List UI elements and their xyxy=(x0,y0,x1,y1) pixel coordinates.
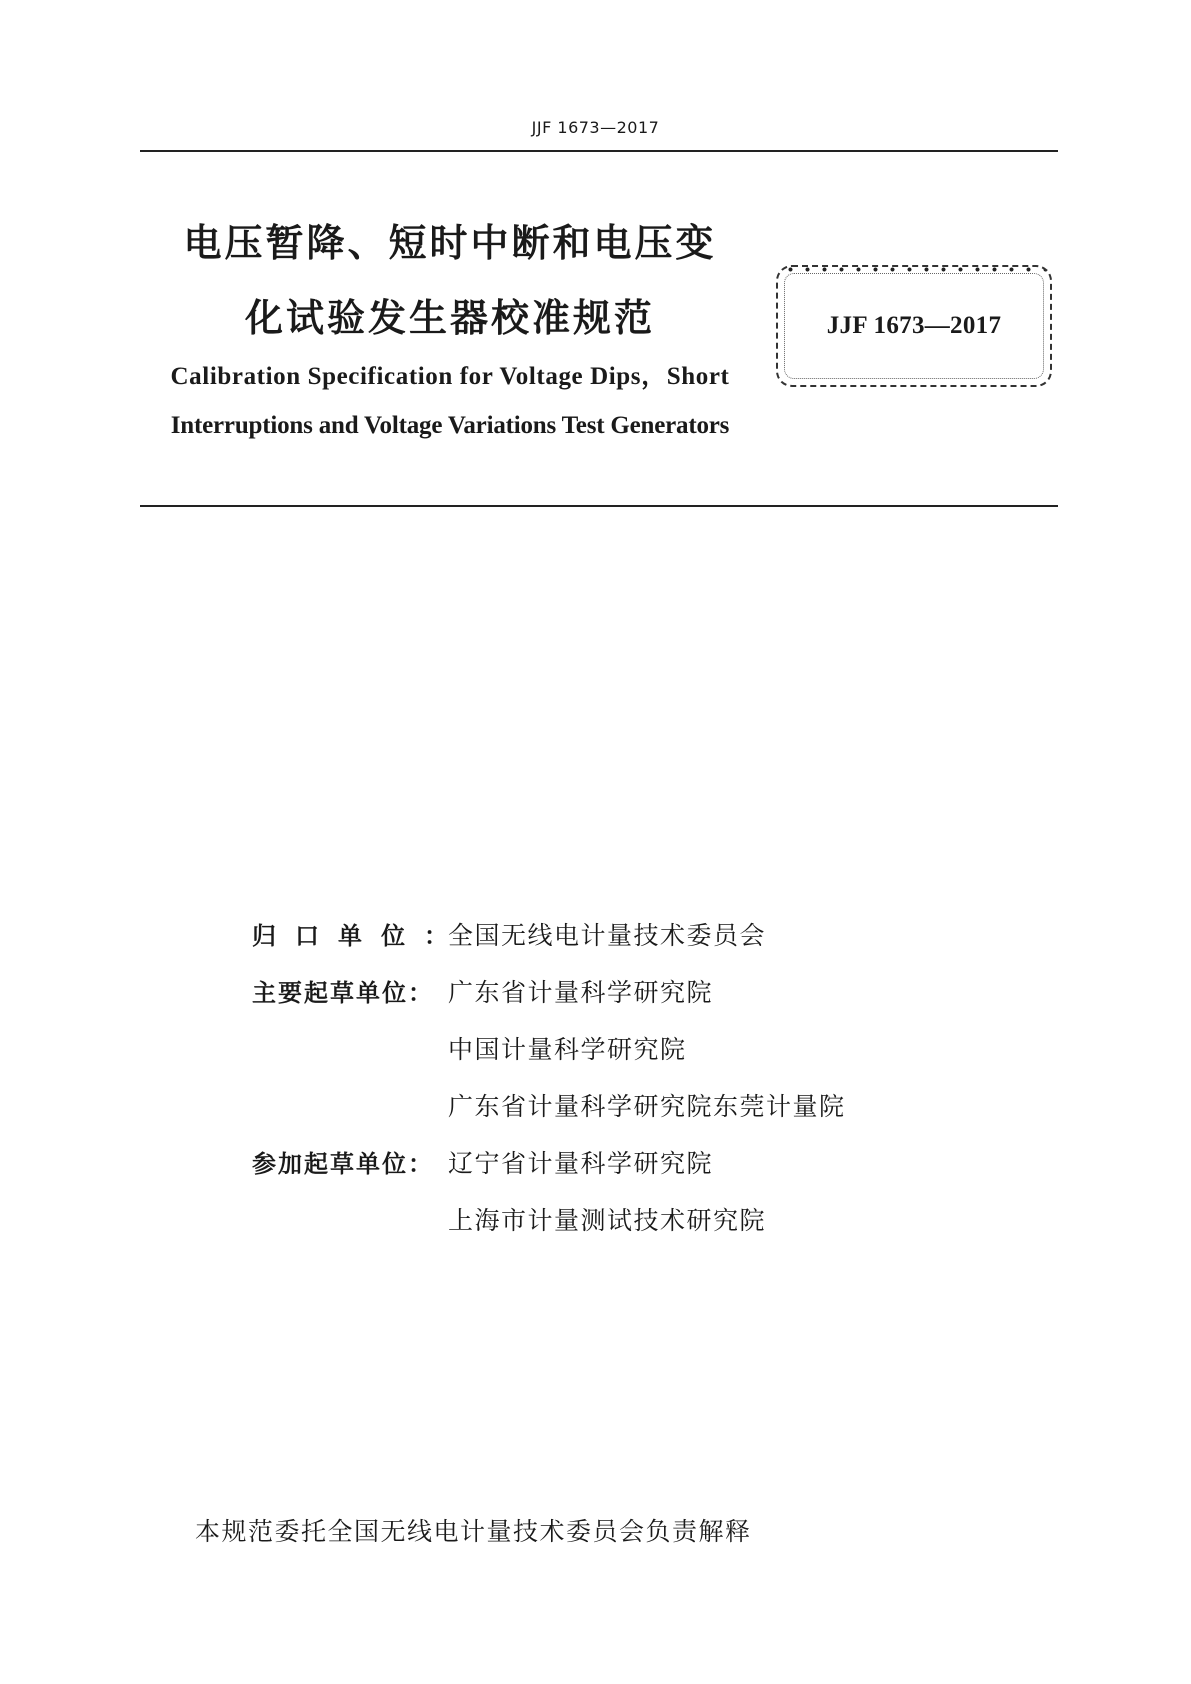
main-drafting-value: 广东省计量科学研究院东莞计量院 xyxy=(448,1091,846,1121)
bottom-divider xyxy=(140,505,1058,507)
main-drafting-value: 中国计量科学研究院 xyxy=(448,1034,687,1064)
participating-drafting-row xyxy=(252,1190,846,1247)
participating-drafting-value: 上海市计量测试技术研究院 xyxy=(448,1205,767,1235)
participating-drafting-row xyxy=(252,1133,846,1190)
responsible-unit-label: 归口单位： xyxy=(252,922,448,950)
participating-drafting-label: 参加起草单位： xyxy=(252,1150,432,1178)
standard-code-box-text: JJF 1673—2017 xyxy=(826,312,1002,339)
title-english-line-2: Interruptions and Voltage Variations Test Generators xyxy=(170,412,730,439)
main-drafting-row xyxy=(252,1076,846,1133)
header-standard-code: JJF 1673—2017 xyxy=(531,118,660,137)
main-drafting-label: 主要起草单位： xyxy=(252,979,432,1007)
title-chinese-line-2: 化试验发生器校准规范 xyxy=(244,296,655,340)
main-drafting-row xyxy=(252,1019,846,1076)
responsible-unit-value: 全国无线电计量技术委员会 xyxy=(448,920,767,950)
participating-drafting-value: 辽宁省计量科学研究院 xyxy=(448,1148,714,1178)
main-drafting-value: 广东省计量科学研究院 xyxy=(448,977,714,1007)
interpretation-note: 本规范委托全国无线电计量技术委员会负责解释 xyxy=(195,1517,752,1546)
title-english-line-1: Calibration Specification for Voltage Dips，Short xyxy=(170,363,730,390)
main-drafting-row xyxy=(252,962,846,1019)
standard-code-box xyxy=(776,265,1052,387)
top-divider xyxy=(140,150,1058,152)
responsible-unit-row xyxy=(252,905,846,962)
organizations-section xyxy=(252,905,846,1247)
title-chinese-line-1: 电压暂降、短时中断和电压变 xyxy=(183,221,717,265)
